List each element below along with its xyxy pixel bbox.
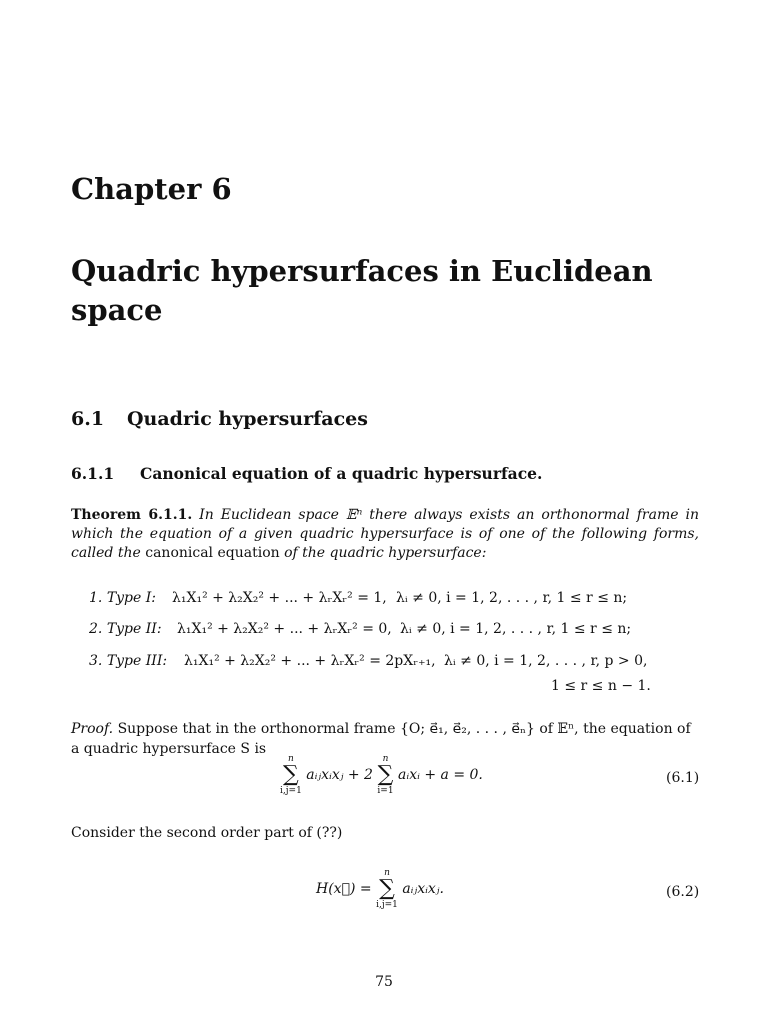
proof-paragraph: [71, 719, 699, 759]
sum-upper-limit: n: [288, 754, 294, 764]
chapter-label: Chapter 6: [71, 172, 232, 206]
type-3-conditions: λᵢ ≠ 0, i = 1, 2, . . . , r, p > 0,: [444, 653, 648, 669]
list-item-number: 2.: [89, 621, 103, 637]
section-title: Quadric hypersurfaces: [127, 408, 368, 430]
subsection-number: 6.1.1: [71, 464, 115, 483]
theorem-label: Theorem 6.1.1.: [71, 507, 193, 523]
sigma-glyph: ∑: [379, 876, 395, 901]
subsection-title: Canonical equation of a quadric hypersurface.: [140, 464, 543, 483]
subsection-heading: [71, 464, 542, 483]
list-item-name: Type II:: [106, 621, 162, 637]
theorem-term: canonical equation: [145, 545, 280, 561]
summation-symbol: [280, 754, 302, 796]
equation-6-2: [316, 868, 444, 910]
type-1-conditions: λᵢ ≠ 0, i = 1, 2, . . . , r, 1 ≤ r ≤ n;: [396, 590, 628, 606]
theorem-text-2: of the quadric hypersurface:: [284, 545, 487, 561]
summation-symbol: [376, 868, 398, 910]
list-item: [89, 621, 162, 637]
equation-number: (6.1): [666, 770, 700, 786]
summation-symbol: [377, 754, 393, 796]
section-heading: [71, 408, 368, 430]
list-item: [89, 653, 167, 669]
list-item-number: 1.: [89, 590, 103, 606]
type-1-equation: λ₁X₁² + λ₂X₂² + ... + λᵣXᵣ² = 1,: [172, 590, 387, 606]
proof-label: Proof.: [71, 721, 114, 737]
equation-number: (6.2): [666, 884, 700, 900]
theorem-statement: [71, 506, 699, 563]
equation-term: aᵢxᵢ + a = 0.: [398, 767, 483, 783]
sum-upper-limit: n: [382, 754, 389, 764]
sum-upper-limit: n: [384, 868, 390, 878]
proof-text: Suppose that in the orthonormal frame {O; e⃗₁, e⃗₂, . . . , e⃗ₙ} of 𝔼ⁿ, the equation of a quadric hypersurface S is: [71, 721, 691, 757]
type-2-conditions: λᵢ ≠ 0, i = 1, 2, . . . , r, 1 ≤ r ≤ n;: [400, 621, 632, 637]
equation-rhs: aᵢⱼxᵢxⱼ.: [402, 881, 444, 897]
list-item-name: Type III:: [106, 653, 168, 669]
sigma-glyph: ∑: [377, 762, 394, 787]
equation-6-1: [280, 754, 483, 796]
sum-lower-limit: i=1: [377, 786, 394, 796]
type-3-conditions-2: 1 ≤ r ≤ n − 1.: [551, 678, 651, 694]
sigma-glyph: ∑: [283, 762, 299, 787]
page-number: 75: [375, 974, 393, 990]
section-number: 6.1: [71, 408, 105, 430]
type-3-equation: λ₁X₁² + λ₂X₂² + ... + λᵣXᵣ² = 2pXᵣ₊₁,: [184, 653, 436, 669]
equation-term: aᵢⱼxᵢxⱼ + 2: [306, 767, 373, 783]
equation-lhs: H(x⃗) =: [316, 881, 372, 897]
theorem-text-1: In Euclidean space 𝔼ⁿ there always exists an orthonormal frame in which the equation of a given quadric hypersurface is of one of the following forms, called the: [71, 507, 699, 561]
sum-lower-limit: i,j=1: [280, 786, 302, 796]
sum-lower-limit: i,j=1: [376, 900, 398, 910]
list-item: [89, 590, 156, 606]
chapter-title: Quadric hypersurfaces in Euclidean space: [71, 254, 653, 327]
list-item-name: Type I:: [106, 590, 157, 606]
consider-text: Consider the second order part of (??): [71, 825, 343, 841]
list-item-number: 3.: [89, 653, 103, 669]
type-2-equation: λ₁X₁² + λ₂X₂² + ... + λᵣXᵣ² = 0,: [177, 621, 392, 637]
